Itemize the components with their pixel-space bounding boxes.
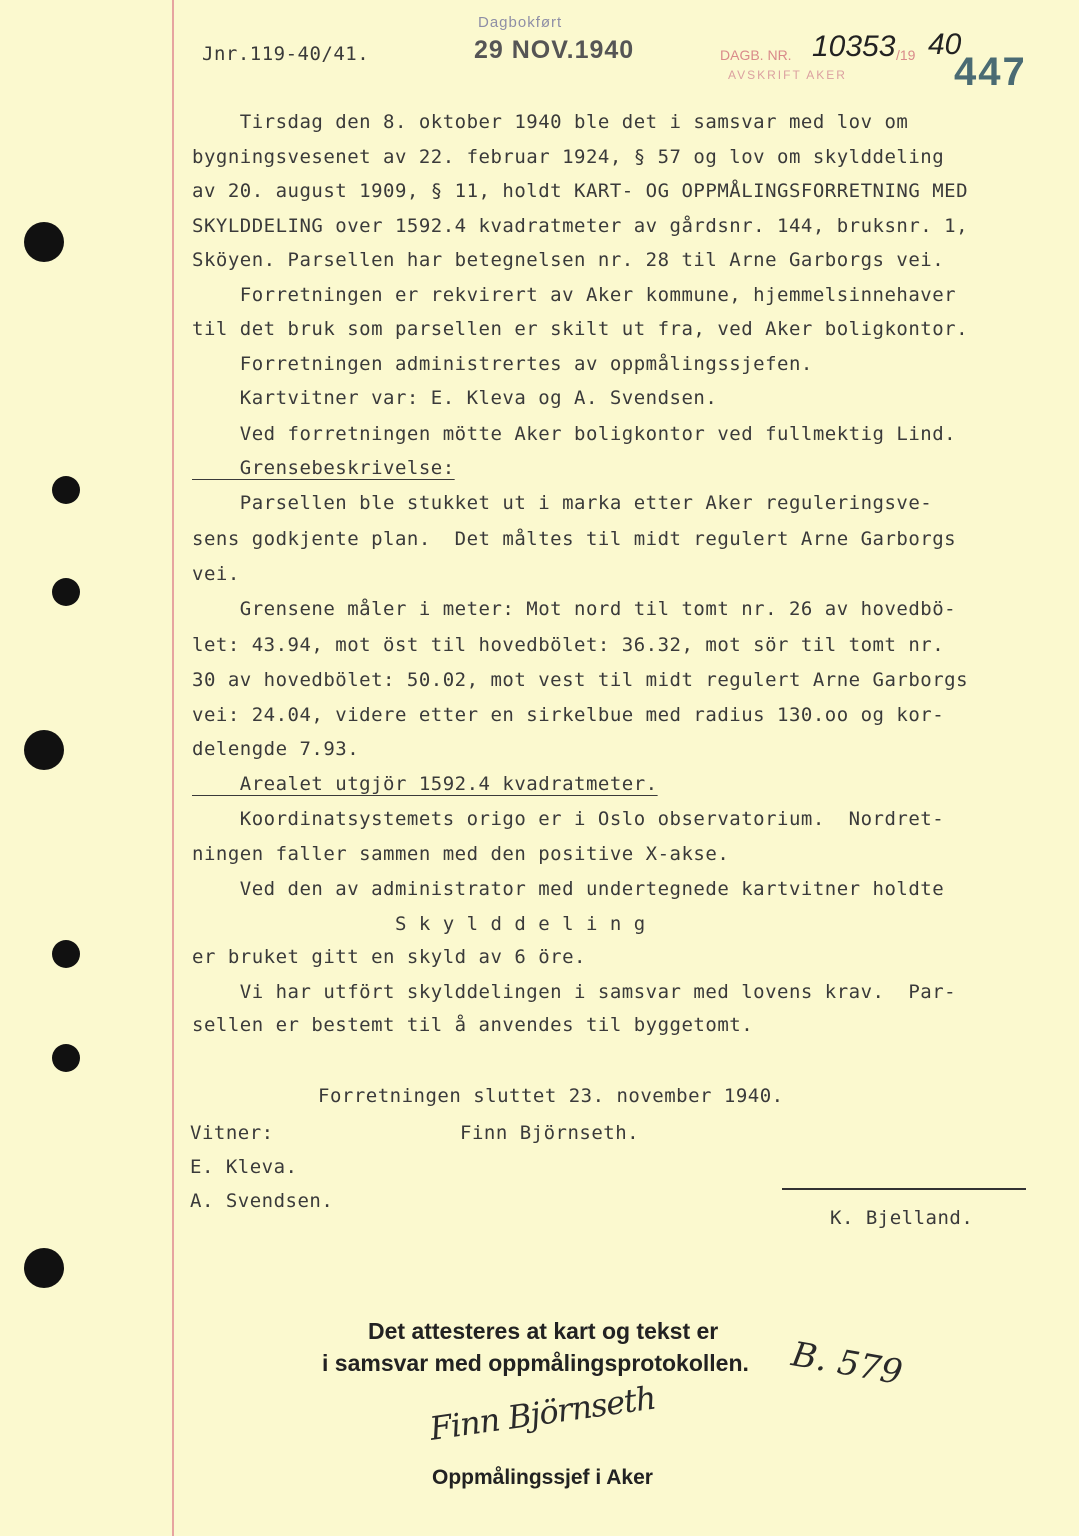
signature-line bbox=[782, 1188, 1026, 1190]
punch-hole bbox=[24, 1248, 64, 1288]
punch-hole bbox=[52, 476, 80, 504]
body-line: Kartvitner var: E. Kleva og A. Svendsen. bbox=[192, 387, 718, 409]
body-line: vei. bbox=[192, 563, 240, 585]
stamp-date: 29 NOV.1940 bbox=[474, 36, 635, 64]
body-line: sens godkjente plan. Det måltes til midt regulert Arne Garborgs bbox=[192, 528, 957, 550]
body-line: av 20. august 1909, § 11, holdt KART- OG OPPMÅLINGSFORRETNING MED bbox=[192, 180, 969, 202]
witness-name: E. Kleva. bbox=[190, 1156, 298, 1178]
attestation-line: Det attesteres at kart og tekst er bbox=[368, 1318, 719, 1344]
body-line: er bruket gitt en skyld av 6 öre. bbox=[192, 946, 586, 968]
witness-name: A. Svendsen. bbox=[190, 1190, 334, 1212]
body-line: SKYLDDELING over 1592.4 kvadratmeter av gårdsnr. 144, bruksnr. 1, bbox=[192, 215, 969, 237]
ended-date: Forretningen sluttet 23. november 1940. bbox=[318, 1085, 784, 1107]
body-line: Sköyen. Parsellen har betegnelsen nr. 28 til Arne Garborgs vei. bbox=[192, 249, 945, 271]
dagb-year-prefix: /19 bbox=[896, 47, 916, 63]
witnesses-label: Vitner: bbox=[190, 1122, 274, 1144]
body-line: let: 43.94, mot öst til hovedbölet: 36.32, mot sör til tomt nr. bbox=[192, 634, 945, 656]
body-line: delengde 7.93. bbox=[192, 738, 360, 760]
punch-hole bbox=[52, 578, 80, 606]
avskrift-stamp: AVSKRIFT AKER bbox=[728, 68, 847, 82]
signer-name: K. Bjelland. bbox=[830, 1207, 974, 1229]
body-line: Forretningen administrertes av oppmålingssjefen. bbox=[192, 353, 813, 375]
stamp-received-label: Dagbokført bbox=[478, 14, 563, 31]
punch-hole bbox=[24, 730, 64, 770]
body-line: 30 av hovedbölet: 50.02, mot vest til midt regulert Arne Garborgs bbox=[192, 669, 969, 691]
body-line: Parsellen ble stukket ut i marka etter Aker reguleringsve- bbox=[192, 492, 933, 514]
journal-number: Jnr.119-40/41. bbox=[202, 43, 370, 65]
section-heading: Grensebeskrivelse: bbox=[192, 457, 455, 479]
dagb-label: DAGB. NR. bbox=[720, 47, 792, 63]
surveyor-role: Oppmålingssjef i Aker bbox=[432, 1466, 653, 1489]
body-line: Ved den av administrator med undertegnede kartvitner holdte bbox=[192, 878, 945, 900]
body-line: S k y l d d e l i n g bbox=[192, 913, 646, 935]
body-line: Tirsdag den 8. oktober 1940 ble det i samsvar med lov om bbox=[192, 111, 909, 133]
body-line: sellen er bestemt til å anvendes til byggetomt. bbox=[192, 1014, 754, 1036]
body-line: Ved forretningen mötte Aker boligkontor ved fullmektig Lind. bbox=[192, 423, 957, 445]
punch-hole bbox=[24, 222, 64, 262]
body-line: bygningsvesenet av 22. februar 1924, § 57 og lov om skylddeling bbox=[192, 146, 945, 168]
margin-rule bbox=[172, 0, 174, 1536]
body-line: til det bruk som parsellen er skilt ut fra, ved Aker boligkontor. bbox=[192, 318, 969, 340]
body-line: vei: 24.04, videre etter en sirkelbue med radius 130.oo og kor- bbox=[192, 704, 945, 726]
area-total: Arealet utgjör 1592.4 kvadratmeter. bbox=[192, 773, 658, 795]
dagb-year: 40 bbox=[928, 28, 962, 61]
initials-note: B. 579 bbox=[788, 1334, 906, 1394]
body-line: Vi har utfört skylddelingen i samsvar med lovens krav. Par- bbox=[192, 981, 957, 1003]
body-line: Grensene måler i meter: Mot nord til tomt nr. 26 av hovedbö- bbox=[192, 598, 957, 620]
dagb-number: 10353 bbox=[812, 30, 896, 63]
body-line: Forretningen er rekvirert av Aker kommune, hjemmelsinnehaver bbox=[192, 284, 957, 306]
handwritten-signature: Finn Björnseth bbox=[427, 1378, 658, 1448]
body-line: Koordinatsystemets origo er i Oslo observatorium. Nordret- bbox=[192, 808, 945, 830]
body-line: ningen faller sammen med den positive X-akse. bbox=[192, 843, 730, 865]
punch-hole bbox=[52, 940, 80, 968]
page-number: 447 bbox=[954, 50, 1027, 94]
signer-name: Finn Björnseth. bbox=[460, 1122, 640, 1144]
punch-hole bbox=[52, 1044, 80, 1072]
attestation-line: i samsvar med oppmålingsprotokollen. bbox=[322, 1350, 749, 1376]
